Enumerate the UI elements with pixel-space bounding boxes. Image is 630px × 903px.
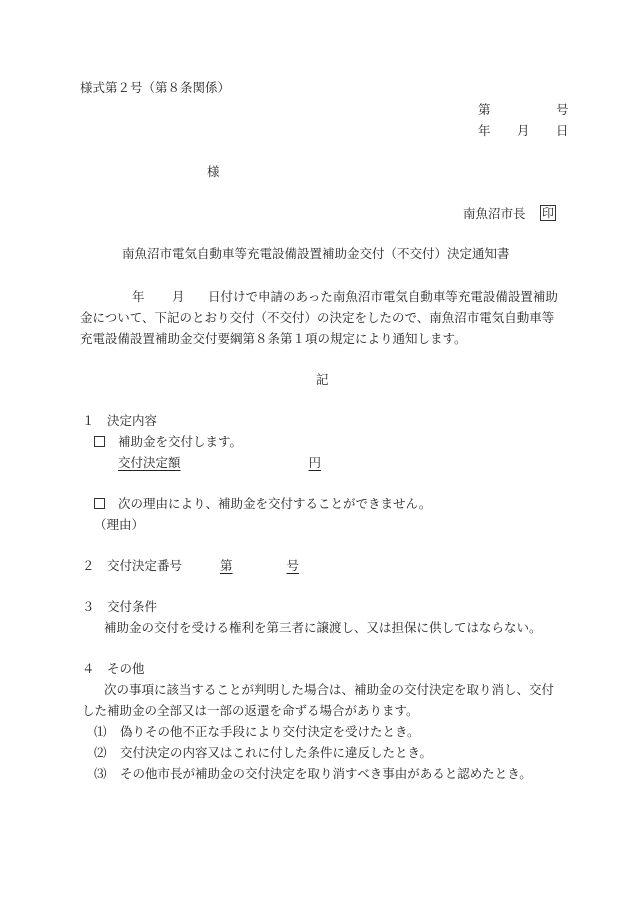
form-label: 様式第２号（第８条関係） xyxy=(80,80,231,95)
issuer: 南魚沼市長 xyxy=(463,206,526,221)
date-day: 日 xyxy=(556,123,569,138)
decision-number-line xyxy=(220,560,299,573)
date-year: 年 xyxy=(478,123,491,138)
section2-heading: ２ 交付決定番号 xyxy=(82,558,183,573)
body-line3: 充電設備設置補助金交付要綱第８条第１項の規定により通知します。 xyxy=(80,331,467,346)
section4-intro-line2: した補助金の全部又は一部の返還を命ずる場合があります。 xyxy=(82,703,419,718)
addressee-suffix: 様 xyxy=(207,164,220,179)
section4-item-3-num: ⑶ xyxy=(94,766,107,781)
grant-option-label: 補助金を交付します。 xyxy=(118,434,243,449)
no-grant-option-label: 次の理由により、補助金を交付することができません。 xyxy=(118,496,432,511)
section4-item-2-num: ⑵ xyxy=(94,745,107,760)
doc-number-suffix: 号 xyxy=(556,102,569,117)
section3-text: 補助金の交付を受ける権利を第三者に譲渡し、又は担保に供してはならない。 xyxy=(104,620,542,635)
doc-number-prefix: 第 xyxy=(478,102,491,117)
seal-stamp: 印 xyxy=(542,206,555,220)
document-title: 南魚沼市電気自動車等充電設備設置補助金交付（不交付）決定通知書 xyxy=(122,246,510,261)
section1-heading: １ 決定内容 xyxy=(82,413,158,428)
body-year: 年 xyxy=(132,289,145,304)
section4-item-2-text: 交付決定の内容又はこれに付した条件に違反したとき。 xyxy=(120,745,433,760)
ki-heading: 記 xyxy=(316,372,329,387)
body-line2: 金について、下記のとおり交付（不交付）の決定をしたので、南魚沼市電気自動車等 xyxy=(80,310,555,325)
section3-heading: ３ 交付条件 xyxy=(82,599,158,614)
body-month: 月 xyxy=(172,289,185,304)
section4-heading: ４ その他 xyxy=(82,661,145,676)
grant-option-checkbox[interactable] xyxy=(94,436,105,447)
section4-item-1-num: ⑴ xyxy=(94,724,107,739)
section4-item-1-text: 偽りその他不正な手段により交付決定を受けたとき。 xyxy=(120,724,420,739)
grant-amount-unit: 円 xyxy=(308,455,322,470)
grant-amount-label: 交付決定額 xyxy=(118,455,181,470)
decision-number-prefix: 第 xyxy=(220,558,233,573)
section4-item-3-text: その他市長が補助金の交付決定を取り消すべき事由があると認めたとき。 xyxy=(120,766,532,781)
no-grant-option-checkbox[interactable] xyxy=(94,498,105,509)
reason-label: （理由） xyxy=(94,517,145,532)
body-line1: 日付けで申請のあった南魚沼市電気自動車等充電設備設置補助 xyxy=(208,289,558,304)
date-month: 月 xyxy=(517,123,530,138)
decision-number-suffix: 号 xyxy=(286,558,300,573)
section4-intro-line1: 次の事項に該当することが判明した場合は、補助金の交付決定を取り消し、交付 xyxy=(104,682,555,697)
grant-amount-line xyxy=(118,457,321,470)
